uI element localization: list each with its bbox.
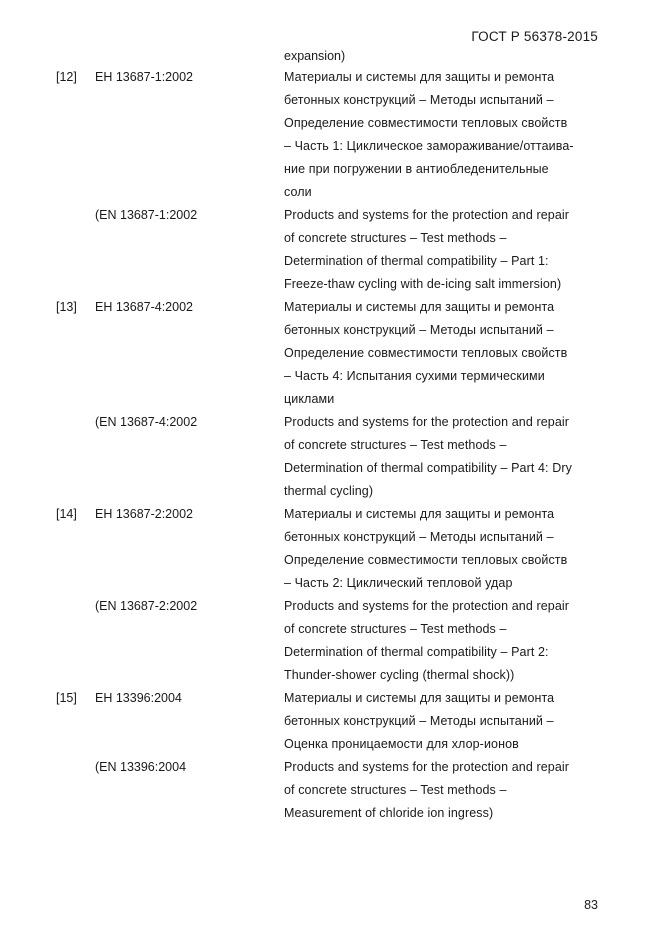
standard-title: [284, 296, 594, 411]
title-line: Determination of thermal compatibility – Part 4: Dry: [284, 461, 572, 475]
title-line: – Часть 1: Циклическое замораживание/оттаива-: [284, 139, 574, 153]
reference-entry: [0, 503, 661, 595]
reference-number: [14]: [56, 507, 77, 521]
title-line: Определение совместимости тепловых свойств: [284, 116, 568, 130]
title-line: – Часть 2: Циклический тепловой удар: [284, 576, 513, 590]
title-line: Определение совместимости тепловых свойств: [284, 346, 568, 360]
standard-title: [284, 756, 594, 825]
title-line: of concrete structures – Test methods –: [284, 438, 507, 452]
reference-entry: [0, 595, 661, 687]
reference-entry: [0, 687, 661, 756]
standard-designation: (EN 13687-4:2002: [95, 415, 198, 429]
standard-designation: ЕН 13687-4:2002: [95, 300, 193, 314]
document-code: ГОСТ Р 56378-2015: [471, 29, 598, 44]
title-line: Материалы и системы для защиты и ремонта: [284, 70, 555, 84]
reference-entry: [0, 296, 661, 411]
reference-number: [13]: [56, 300, 77, 314]
standard-designation: ЕН 13687-2:2002: [95, 507, 193, 521]
standard-title: [284, 204, 594, 296]
standard-title: [284, 66, 594, 204]
reference-entry: [0, 411, 661, 503]
standard-title: [284, 687, 594, 756]
title-line: Freeze-thaw cycling with de-icing salt immersion): [284, 277, 562, 291]
title-line: thermal cycling): [284, 484, 374, 498]
standard-designation: (EN 13687-2:2002: [95, 599, 198, 613]
reference-number: [12]: [56, 70, 77, 84]
page-number: 83: [584, 898, 598, 912]
title-line: Материалы и системы для защиты и ремонта: [284, 507, 555, 521]
standard-title: [284, 503, 594, 595]
reference-entry: [0, 204, 661, 296]
title-line: of concrete structures – Test methods –: [284, 622, 507, 636]
title-line: Products and systems for the protection and repair: [284, 208, 570, 222]
title-line: Determination of thermal compatibility – Part 2:: [284, 645, 549, 659]
title-line: соли: [284, 185, 312, 199]
title-line: Оценка проницаемости для хлор-ионов: [284, 737, 519, 751]
title-line: бетонных конструкций – Методы испытаний –: [284, 714, 554, 728]
standard-designation: ЕН 13687-1:2002: [95, 70, 193, 84]
title-line: – Часть 4: Испытания сухими термическими: [284, 369, 545, 383]
standard-designation: (EN 13396:2004: [95, 760, 187, 774]
title-line: Measurement of chloride ion ingress): [284, 806, 494, 820]
title-line: Products and systems for the protection and repair: [284, 415, 570, 429]
title-line: Products and systems for the protection and repair: [284, 599, 570, 613]
title-line: бетонных конструкций – Методы испытаний –: [284, 323, 554, 337]
title-line: циклами: [284, 392, 335, 406]
title-line: Материалы и системы для защиты и ремонта: [284, 691, 555, 705]
references-list: [0, 66, 661, 825]
title-line: бетонных конструкций – Методы испытаний –: [284, 530, 554, 544]
title-line: бетонных конструкций – Методы испытаний –: [284, 93, 554, 107]
standard-designation: (EN 13687-1:2002: [95, 208, 198, 222]
standard-title: [284, 411, 594, 503]
title-line: ние при погружении в антиобледенительные: [284, 162, 549, 176]
title-line: Thunder-shower cycling (thermal shock)): [284, 668, 515, 682]
title-line: Определение совместимости тепловых свойств: [284, 553, 568, 567]
standard-designation: ЕН 13396:2004: [95, 691, 182, 705]
title-line: Products and systems for the protection and repair: [284, 760, 570, 774]
title-line: of concrete structures – Test methods –: [284, 783, 507, 797]
title-line: Материалы и системы для защиты и ремонта: [284, 300, 555, 314]
reference-entry: [0, 66, 661, 204]
reference-entry: [0, 756, 661, 825]
reference-number: [15]: [56, 691, 77, 705]
title-line: of concrete structures – Test methods –: [284, 231, 507, 245]
continued-text: expansion): [284, 49, 346, 63]
standard-title: [284, 595, 594, 687]
title-line: Determination of thermal compatibility – Part 1:: [284, 254, 549, 268]
